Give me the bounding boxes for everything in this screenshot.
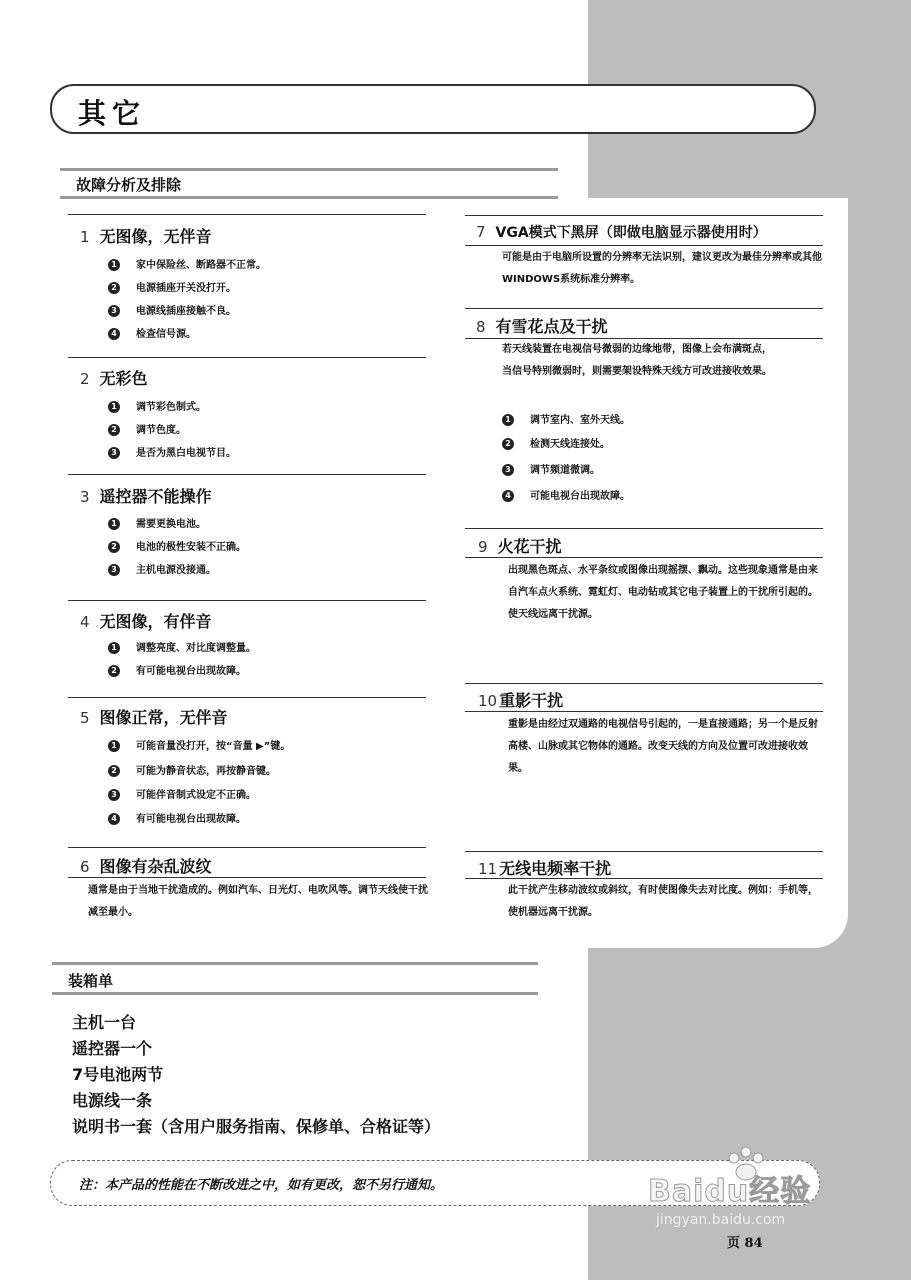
number-bullet-icon: 3: [108, 447, 120, 459]
list-item: 2 检测天线连接处。: [502, 435, 610, 450]
list-item: 4 检查信号源。: [108, 325, 196, 340]
number-bullet-icon: 2: [108, 282, 120, 294]
item-heading: 5 图像正常，无伴音: [80, 708, 228, 727]
item-paragraph: 若天线装置在电视信号微弱的边缘地带，图像上会布满斑点，当信号特别微弱时，则需要架设特殊天线方可改进接收效果。: [502, 344, 772, 377]
item-heading: 4 无图像，有伴音: [80, 612, 212, 631]
item-title: 图像正常，无伴音: [99, 708, 228, 727]
item-rule: [68, 697, 426, 698]
item-paragraph: 重影是由经过双通路的电视信号引起的，一是直接通路；另一个是反射高楼、山脉或其它物体的通路。改变天线的方向及位置可改进接收效果。: [508, 719, 818, 774]
list-item: 2 调节色度。: [108, 421, 186, 436]
item-rule: [465, 245, 823, 246]
list-item: 3 是否为黑白电视节目。: [108, 444, 236, 459]
item-paragraph: 出现黑色斑点、水平条纹或图像出现摇摆、飘动。这些现象通常是由来自汽车点火系统、霓虹灯、电动钻或其它电子装置上的干扰所引起的。使天线远离干扰源。: [508, 565, 818, 620]
item-title: 无图像，无伴音: [99, 227, 212, 246]
packing-item: 遥控器一个: [72, 1039, 153, 1058]
packing-item: 7号电池两节: [72, 1065, 164, 1084]
list-item: 1 需要更换电池。: [108, 515, 206, 530]
number-bullet-icon: 1: [108, 259, 120, 271]
item-rule: [465, 308, 823, 309]
number-bullet-icon: 1: [108, 401, 120, 413]
item-rule: [465, 528, 823, 529]
packing-rule-top: [52, 962, 538, 965]
note-text: 注：本产品的性能在不断改进之中，如有更改，恕不另行通知。: [79, 1178, 444, 1193]
list-item: 1 调节室内、室外天线。: [502, 411, 630, 426]
item-paragraph: 通常是由于当地干扰造成的。例如汽车、日光灯、电吹风等。调节天线使干扰减至最小。: [88, 885, 428, 918]
number-bullet-icon: 4: [502, 490, 514, 502]
number-bullet-icon: 1: [502, 414, 514, 426]
item-heading: 6 图像有杂乱波纹: [80, 857, 212, 876]
section-rule-bottom: [60, 196, 558, 199]
item-rule: [68, 877, 426, 878]
number-bullet-icon: 4: [108, 328, 120, 340]
item-heading: 2 无彩色: [80, 369, 148, 388]
item-title: 重影干扰: [499, 691, 564, 710]
number-bullet-icon: 2: [108, 541, 120, 553]
number-bullet-icon: 2: [502, 438, 514, 450]
item-heading: 11 无线电频率干扰: [478, 859, 612, 878]
number-bullet-icon: 3: [108, 789, 120, 801]
number-bullet-icon: 2: [108, 765, 120, 777]
item-rule: [465, 557, 823, 558]
item-heading: 7 VGA模式下黑屏（即做电脑显示器使用时）: [476, 223, 767, 241]
item-rule: [465, 711, 823, 712]
item-title: 无线电频率干扰: [499, 859, 612, 878]
item-heading: 10 重影干扰: [478, 691, 564, 710]
number-bullet-icon: 4: [108, 813, 120, 825]
item-number: 1: [80, 228, 90, 246]
page-number: 页 84: [727, 1236, 763, 1251]
number-bullet-icon: 3: [502, 464, 514, 476]
item-title: 图像有杂乱波纹: [99, 857, 212, 876]
item-heading: [80, 224, 212, 247]
list-item: 2 可能为静音状态，再按静音键。: [108, 762, 276, 777]
baidu-watermark: [648, 1150, 868, 1230]
item-rule: [465, 683, 823, 684]
item-title: 火花干扰: [497, 537, 562, 556]
item-rule: [465, 215, 823, 216]
title-box: [50, 84, 816, 134]
list-item: 2 有可能电视台出现故障。: [108, 662, 246, 677]
list-item: 1 家中保险丝、断路器不正常。: [108, 256, 266, 271]
item-title: 无图像，有伴音: [99, 612, 212, 631]
item-rule: [68, 847, 426, 848]
list-item: 1 可能音量没打开，按“音量 ▶”键。: [108, 737, 290, 752]
item-heading: 3 遥控器不能操作: [80, 487, 212, 506]
section-rule-top: [60, 168, 558, 171]
list-item: 4 有可能电视台出现故障。: [108, 810, 246, 825]
number-bullet-icon: 3: [108, 564, 120, 576]
item-heading: 9 火花干扰: [478, 537, 562, 556]
page-title: 其它: [78, 97, 147, 130]
section-troubleshoot-title: 故障分析及排除: [76, 176, 182, 194]
list-item: 3 电源线插座接触不良。: [108, 302, 236, 317]
item-rule: [465, 851, 823, 852]
item-rule: [68, 357, 426, 358]
list-item: 3 调节频道微调。: [502, 461, 600, 476]
packing-item: 电源线一条: [72, 1091, 153, 1110]
packing-item: 说明书一套（含用户服务指南、保修单、合格证等）: [72, 1117, 441, 1136]
item-rule: [465, 878, 823, 879]
watermark-brand: Baidu经验: [648, 1174, 812, 1209]
list-item: 1 调整亮度、对比度调整量。: [108, 639, 256, 654]
number-bullet-icon: 3: [108, 305, 120, 317]
number-bullet-icon: 1: [108, 642, 120, 654]
item-rule: [68, 600, 426, 601]
item-rule: [68, 214, 426, 215]
item-title: VGA模式下黑屏（即做电脑显示器使用时）: [495, 225, 767, 241]
section-packing-title: 装箱单: [68, 972, 114, 990]
list-item: 3 主机电源没接通。: [108, 561, 216, 576]
watermark-url: jingyan.baidu.com: [656, 1212, 786, 1228]
packing-item: 主机一台: [72, 1013, 137, 1032]
item-title: 遥控器不能操作: [99, 487, 212, 506]
number-bullet-icon: 2: [108, 665, 120, 677]
item-heading: 8 有雪花点及干扰: [476, 317, 608, 336]
item-title: 有雪花点及干扰: [495, 317, 608, 336]
list-item: 2 电源插座开关没打开。: [108, 279, 236, 294]
list-item: 3 可能伴音制式设定不正确。: [108, 786, 256, 801]
number-bullet-icon: 1: [108, 518, 120, 530]
item-paragraph: 此干扰产生移动波纹或斜纹，有时使图像失去对比度。例如：手机等，使机器远离干扰源。: [508, 885, 818, 918]
list-item: 2 电池的极性安装不正确。: [108, 538, 246, 553]
item-rule: [68, 474, 426, 475]
list-item: 4 可能电视台出现故障。: [502, 487, 630, 502]
list-item: 1 调节彩色制式。: [108, 398, 206, 413]
number-bullet-icon: 2: [108, 424, 120, 436]
packing-rule-bottom: [52, 992, 538, 995]
item-paragraph: 可能是由于电脑所设置的分辨率无法识别，建议更改为最佳分辨率或其他WINDOWS系统标准分辨率。: [502, 252, 822, 285]
number-bullet-icon: 1: [108, 740, 120, 752]
item-title: 无彩色: [99, 369, 148, 388]
